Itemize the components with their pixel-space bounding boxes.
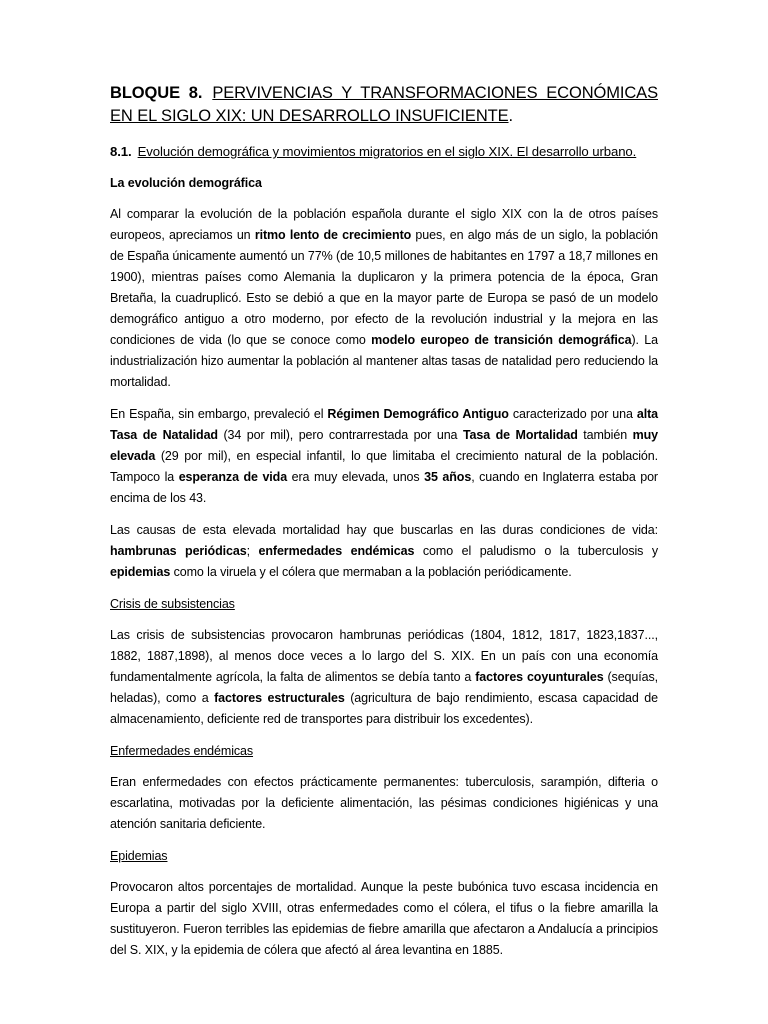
heading-evolucion: La evolución demográfica [110,176,262,190]
paragraph-evolucion-3: Las causas de esta elevada mortalidad hay que buscarlas en las duras condiciones de vida: hambrunas periódicas; enfermedades endémicas como el paludismo o la tuberculosis y epidemias como la viruela y el cólera que mermaban a la población periódicamente. [110,523,659,579]
block-number: BLOQUE 8. [110,84,203,102]
heading-crisis: Crisis de subsistencias [110,597,235,611]
heading-epidemias: Epidemias [110,849,168,863]
paragraph-endemicas: Eran enfermedades con efectos prácticamente permanentes: tuberculosis, sarampión, difteria o escarlatina, motivadas por la deficiente alimentación, las pésimas condiciones higiénicas y una atención sanitaria deficiente. [110,775,658,831]
paragraph-evolucion-1: Al comparar la evolución de la población española durante el siglo XIX con la de otros países europeos, apreciamos un ritmo lento de crecimiento pues, en algo más de un siglo, la población de España únicamente aumentó un 77% (de 10,5 millones de habitantes en 1797 a 18,7 millones en 1900), mientras países como Alemania la duplicaron y la primera potencia de la época, Gran Bretaña, la cuadruplicó. Esto se debió a que en la mayor parte de Europa se pasó de un modelo demográfico antiguo a otro moderno, por efecto de la revolución industrial y la mejora en las condiciones de vida (lo que se conoce como modelo europeo de transición demográfica). La industrialización hizo aumentar la población al mantener altas tasas de natalidad pero reduciendo la mortalidad. [110,207,658,389]
heading-endemicas: Enfermedades endémicas [110,744,254,758]
paragraph-crisis: Las crisis de subsistencias provocaron hambrunas periódicas (1804, 1812, 1817, 1823,1837..., 1882, 1887,1898), al menos doce veces a lo largo del S. XIX. En un país con una economía fundamentalmente agrícola, la falta de alimentos se debía tanto a factores coyunturales (sequías, heladas), como a factores estructurales (agricultura de bajo rendimiento, escasa capacidad de almacenamiento, deficiente red de transportes para distribuir los excedentes). [110,628,659,726]
document-page [110,82,658,972]
document-title [110,82,658,128]
paragraph-epidemias: Provocaron altos porcentajes de mortalidad. Aunque la peste bubónica tuvo escasa incidencia en Europa a partir del siglo XVIII, otras enfermedades como el cólera, el tifus o la fiebre amarilla la sustituyeron. Fueron terribles las epidemias de fiebre amarilla que afectaron a Andalucía a principios del S. XIX, y la epidemia de cólera que afectó al área levantina en 1885. [110,880,658,957]
subtitle-number: 8.1. [110,144,132,159]
title-end: . [508,107,514,125]
paragraph-evolucion-2: En España, sin embargo, prevaleció el Régimen Demográfico Antiguo caracterizado por una alta Tasa de Natalidad (34 por mil), pero contrarrestada por una Tasa de Mortalidad también muy elevada (29 por mil), en especial infantil, lo que limitaba el crecimiento natural de la población. Tampoco la esperanza de vida era muy elevada, unos 35 años, cuando en Inglaterra estaba por encima de los 43. [110,407,658,505]
section-subtitle [110,142,658,162]
title-text: PERVIVENCIAS Y TRANSFORMACIONES ECONÓMICAS EN EL SIGLO XIX: UN DESARROLLO INSUFICIENTE [110,84,658,125]
subtitle-text: Evolución demográfica y movimientos migratorios en el siglo XIX. El desarrollo urbano. [137,144,637,159]
